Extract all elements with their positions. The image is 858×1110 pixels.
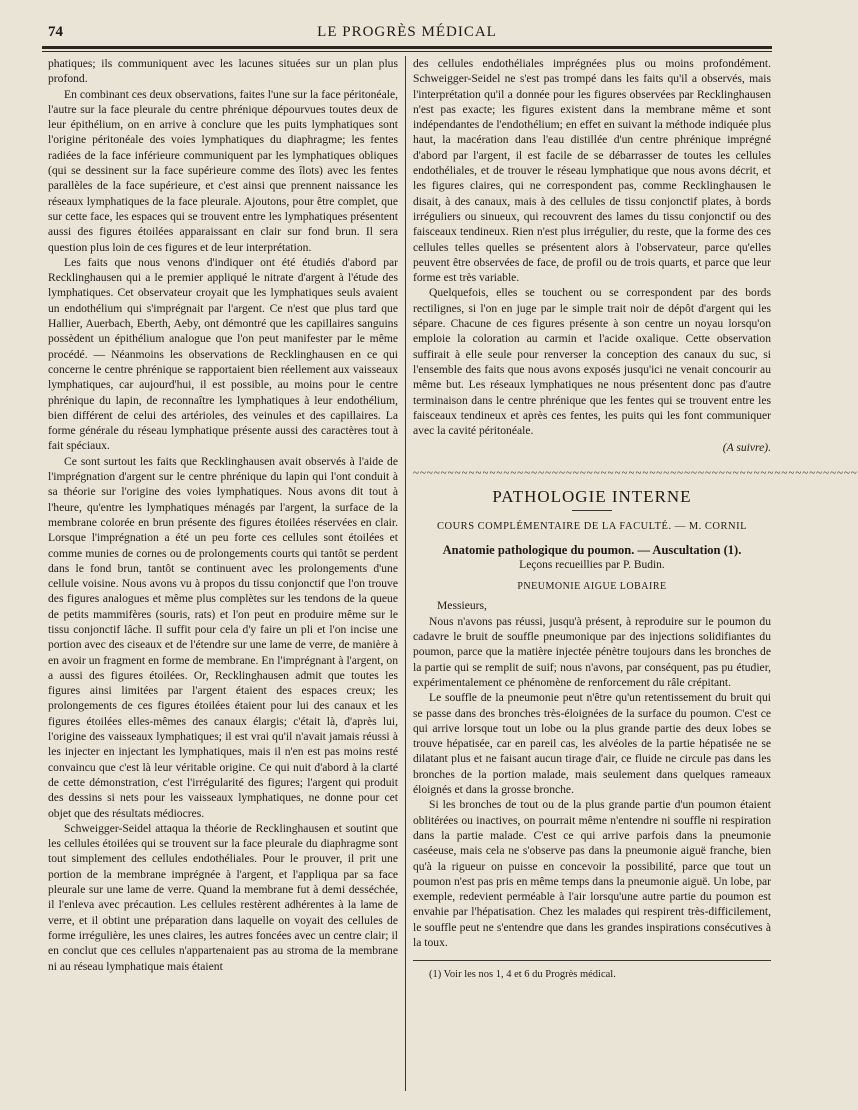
paragraph: En combinant ces deux observations, faites l'une sur la face péritonéale, l'autre sur la face pleurale du centre phrénique dépourvues toutes deux de leur épithélium, on en arrive à conclure que les puits lymphatiques sont l'origine péritonéale des voies lymphatiques du diaphragme; les fentes radiées de la face inférieure communiquent par les lymphatiques obliques (qui se dessinent sur la face supérieure comme des îlots) avec les fentes parallèles de la face supérieure, et c'est ainsi que prennent naissance les réseaux lymphatiques de la face pleurale. Ajoutons, pour être complet, que sur cette face, les espaces qui se trouvent entre les lymphatiques présentent aussi des figures étoilées apparaissant en clair sur fond brun. Il sera question plus loin de ces figures et de leur interprétation. (48, 87, 398, 254)
paragraph: Nous n'avons pas réussi, jusqu'à présent, à reproduire sur le poumon du cadavre le bruit de souffle pneumonique par des injections solidifiantes du poumon, parce que la matière injectée pénètre toujours dans les bronches de la partie qui se remplit de suif; nous n'avons, par conséquent, pas pu étudier, expérimentalement ce phénomène de renforcement du râle crépitant. (413, 614, 771, 689)
paragraph: des cellules endothéliales imprégnées plus ou moins profondément. Schweigger-Seidel ne s'est pas trompé dans les faits qu'il a observés, mais l'interprétation qu'il a donnée pour les figures observées par Recklinghausen n'est pas exacte; les figures existent dans la membrane même et sont indépendantes de l'endothélium; en effet en suivant la méthode indiquée plus haut, la macération dans l'eau distillée d'un centre phrénique imprégné d'abord par l'argent, il est facile de se débarrasser de toutes les cellules endothéliales, et de trouver le réseau lymphatique que nous avons décrit, et les figures claires, qui ne correspondent pas, comme Recklinghausen le disait, à des canaux, mais à des cellules de tissu conjonctif plates, à bords irréguliers ou sinueux, qui recouvrent des lames du tissu conjonctif ou des faisceaux tendineux. Rien n'est plus irrégulier, du reste, que la forme des ces cellules telles quelles se présentent alors à l'observateur, parce qu'elles peuvent être observées de face, de profil ou de trois quarts, et parce que leur forme est très variable. (413, 57, 771, 285)
paragraph: Si les bronches de tout ou de la plus grande partie d'un poumon étaient oblitérées ou inactives, on pourrait même n'entendre ni souffle ni respiration dans la partie malade. C'est ce qui arrive parfois dans la pneumonie caséeuse, mais cela ne s'observe pas dans la pneumonie aiguë franche, bien qu'à la rigueur on puisse en concevoir la possibilité, parce que tout un poumon n'est pas pris en même temps dans la pneumonie aiguë. Un lobe, par exemple, redevient perméable à l'air lorsqu'une autre partie du poumon est envahie par l'hépatisation. Chez les malades qui respirent très-difficilement, le souffle peut ne s'entendre que dans les grandes inspirations consécutives à la toux. (413, 798, 771, 950)
footnote: (1) Voir les nos 1, 4 et 6 du Progrès médical. (429, 969, 616, 981)
paragraph: Ce sont surtout les faits que Recklinghausen avait observés à l'aide de l'imprégnation d'argent sur le centre phrénique du lapin qui l'ont conduit à sa théorie sur l'origine des voies lymphatiques. Nous avons dit tout à l'heure, qu'entre les lymphatiques ménagés par l'argent, la surface de la membrane colorée en brun présente des figures étoilées réservées en clair. Lorsque l'imprégnation a été un peu forte ces cellules sont étoilées et comme munies de cornes ou de prolongements courts qui tantôt se perdent dans le fond brun, tantôt se continuent avec les prolongements d'une cellule voisine. Nous avons vu à propos du tissu conjonctif que l'on trouve des figures analogues et même plus complètes sur les tendons de la queue de petits mammifères (souris, rats) et l'on peut en produire même sur le tissu conjonctif lâche. Il suffit pour cela d'y faire un pli et l'on incise une portion avec des ciseaux et de l'étendre sur une lame de verre, de manière à en avoir un fragment en forme de membrane. En l'imprégnant à l'argent, on a aussi des figures étoilées. Or, Recklinghausen admit que toutes les figures ainsi limitées par l'argent étaient des espaces creux; les prolongements de ces figures étoilées étaient pour lui des canaux et les figures étoilées elles-mêmes des canaux élargis; c'était là, d'après lui, l'origine des vaisseaux lymphatiques; il est vrai qu'il n'avait jamais réussi à les injecter en injectant les lymphatiques, mais il n'en est pas moins resté convaincu que c'est là leur véritable origine. Ce qui nuit d'abord à la clarté de cette démonstration, c'est l'irrégularité des figures; l'argent qui produit des dessins si nets pour les vaisseaux lymphatiques, ne donne pour cet objet que des résultats médiocres. (48, 454, 398, 820)
left-column (48, 56, 398, 1086)
journal-title: LE PROGRÈS MÉDICAL (317, 24, 497, 40)
subsection-title: PNEUMONIE AIGUE LOBAIRE (517, 581, 667, 593)
page-number: 74 (48, 24, 63, 40)
section-title: PATHOLOGIE INTERNE (492, 487, 692, 507)
salutation: Messieurs, (437, 598, 487, 612)
continuation-note: (A suivre). (722, 441, 771, 455)
ornamental-divider: ~~~~~~~~~~~~~~~~~~~~~~~~~~~~~~~~~~~~~~~~~~~~~~~~~~~~~~~~~~~~~~~~ (413, 466, 858, 479)
lecture-line: Leçons recueillies par P. Budin. (519, 558, 665, 571)
course-line: COURS COMPLÉMENTAIRE DE LA FACULTÉ. — M. CORNIL (437, 521, 747, 533)
header-rule-thin (42, 51, 772, 52)
paragraph: Quelquefois, elles se touchent ou se correspondent par des bords rectilignes, si l'on en juge par le simple trait noir de dépôt d'argent qui les sépare. Chacune de ces figures présente à son centre un noyau lorsqu'on emploie la coloration au carmin et l'acide oxalique. Cette observation suffirait à elle seule pour renverser la conception des canaux du suc, si l'ensemble des faits que nous avons exposés jusqu'ici ne venait concourir au même but. Les réseaux lymphatiques ne nous présentent donc pas d'autre terminaison dans le centre phrénique que les fentes qui se trouvent entre les faisceaux tendineux et après ces fentes, les puits qui les font communiquer avec la cavité péritonéale. (413, 286, 771, 438)
paragraph: Le souffle de la pneumonie peut n'être qu'un retentissement du bruit qui se passe dans des bronches très-éloignées de la surface du poumon. C'est ce qui arrive lorsque tout un lobe ou la plus grande partie des deux lobes se trouve hépatisée, car en pareil cas, les alvéoles de la partie hépatisée ne se dilatant plus et ne faisant aucun tirage d'air, ce fluide ne circule pas dans les bronches de la portion malade, mais seulement dans quelques rameaux éloignés et dans la grosse bronche. (413, 691, 771, 797)
short-rule (572, 510, 612, 511)
page-header (42, 22, 772, 44)
right-column (413, 56, 858, 1086)
footnote-rule (413, 960, 771, 961)
header-rule-thick (42, 46, 772, 49)
column-divider (405, 56, 406, 1091)
paragraph: Schweigger-Seidel attaqua la théorie de Recklinghausen et soutint que les cellules étoilées qui se trouvent sur la face pleurale du diaphragme sont tout simplement des cellules endothéliales. Pour le prouver, il prit une portion de la membrane imprégnée à l'argent, et l'appliqua par sa face pleurale sur une lame de verre. Quand la membrane fut à demi desséchée, il l'enleva avec précaution. Les cellules restèrent adhérentes à la lame de verre, et il obtint une préparation dans laquelle on voyait des cellules de forme irrégulière, les unes claires, les autres foncées avec un centre clair; il en conclut que ces cellules n'appartenaient pas au stroma de la membrane ni au réseau lymphatique mais étaient (48, 821, 398, 973)
paragraph: phatiques; ils communiquent avec les lacunes situées sur un plan plus profond. (48, 57, 398, 86)
paragraph: Les faits que nous venons d'indiquer ont été étudiés d'abord par Recklinghausen qui a le premier appliqué le nitrate d'argent à l'étude des lymphatiques. Cet observateur croyait que les lymphatiques seuls avaient un endothélium qui s'imprégnait par l'argent. Ce n'est que plus tard que Hallier, Auerbach, Eberth, Aeby, ont démontré que les capillaires sanguins possèdent un épithélium analogue que l'on peut manifester par le même procédé. — Néanmoins les observations de Recklinghausen en ce qui concerne le centre phrénique se rapportaient bien réellement aux vaisseaux lymphatiques, car aujourd'hui, il est possible, au moins pour le centre phrénique du lapin, de reconnaître les lymphatiques à leur endothélium, bien différent de celui des artérioles, des veinules et des capillaires. La forme générale du réseau lymphatique présente aussi des caractères tout à fait spéciaux. (48, 255, 398, 453)
article-title: Anatomie pathologique du poumon. — Auscultation (1). (442, 542, 742, 557)
